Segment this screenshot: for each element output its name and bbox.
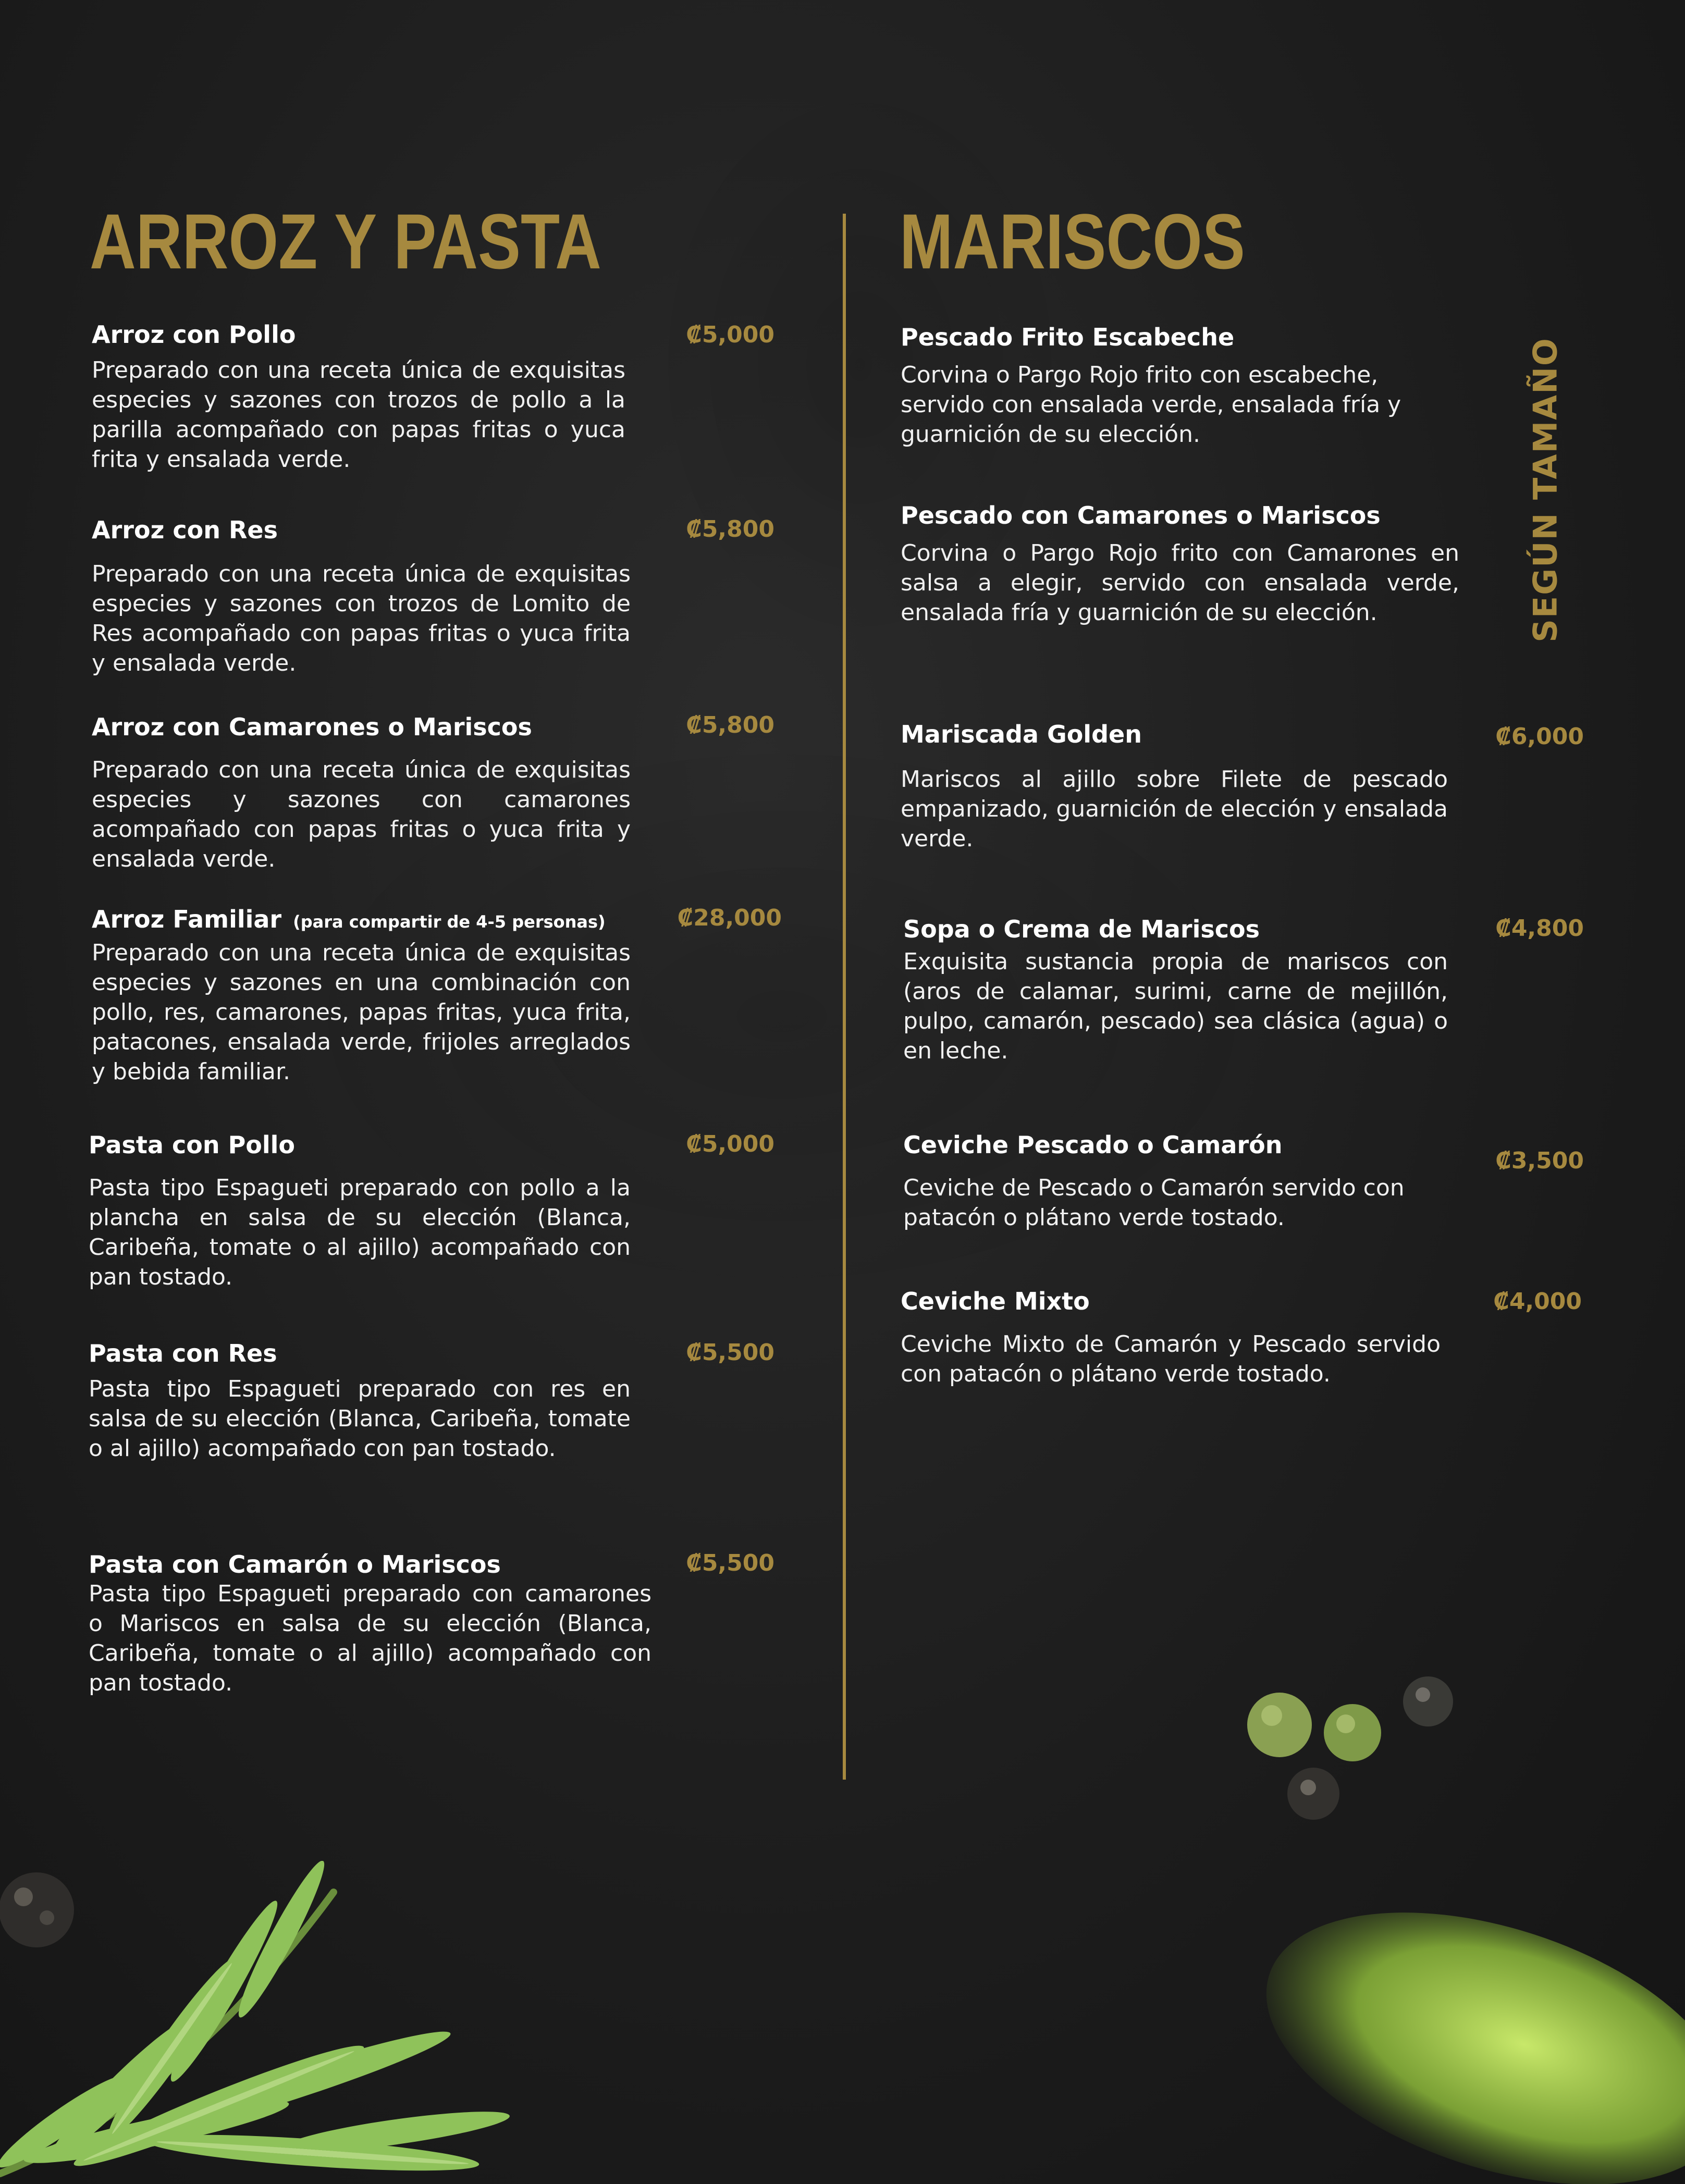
item-description: Corvina o Pargo Rojo frito con Camarones en salsa a elegir, servido con ensalada verde, ensalada fría y guarnición de su elección.: [901, 540, 1459, 626]
item-name: Pasta con Camarón o Mariscos: [89, 1550, 501, 1578]
menu-item-arroz-con-pollo: [92, 320, 625, 474]
menu-item-ceviche-mixto: [901, 1287, 1441, 1389]
item-price: ₡5,500: [686, 1339, 774, 1366]
item-price: ₡4,800: [1495, 915, 1584, 942]
item-description: Preparado con una receta única de exquisitas especies y sazones en una combinación con pollo, res, camarones, papas fritas, yuca frita, patacones, ensalada verde, frijoles arreglados y bebida familiar.: [92, 940, 631, 1085]
item-name: Arroz con Res: [92, 516, 278, 544]
item-price: ₡5,000: [686, 322, 774, 348]
item-name: Pescado Frito Escabeche: [901, 323, 1235, 351]
item-description: Corvina o Pargo Rojo frito con escabeche, servido con ensalada verde, ensalada fría y guarnición de su elección.: [901, 362, 1401, 448]
item-description: Pasta tipo Espagueti preparado con res en salsa de su elección (Blanca, Caribeña, tomate o al ajillo) acompañado con pan tostado.: [89, 1376, 631, 1462]
item-description: Ceviche de Pescado o Camarón servido con patacón o plátano verde tostado.: [903, 1175, 1405, 1231]
item-description: Preparado con una receta única de exquisitas especies y sazones con trozos de pollo a la parilla acompañado con papas fritas o yuca frita y ensalada verde.: [92, 357, 625, 473]
item-description: Mariscos al ajillo sobre Filete de pescado empanizado, guarnición de elección y ensalada verde.: [901, 766, 1448, 853]
item-price: ₡5,000: [686, 1131, 774, 1157]
menu-item-mariscada-golden: [901, 720, 1448, 854]
menu-item-pasta-con-camaron: [89, 1550, 651, 1698]
item-description: Preparado con una receta única de exquisitas especies y sazones con camarones acompañado con papas fritas o yuca frita y ensalada verde.: [92, 757, 631, 873]
item-name-row: [92, 905, 631, 934]
item-price: ₡28,000: [677, 905, 782, 931]
green-leaf-icon: [1206, 1892, 1685, 2184]
item-name: Mariscada Golden: [901, 720, 1142, 748]
size-note: SEGÚN TAMAÑO: [1526, 337, 1565, 643]
item-description: Pasta tipo Espagueti preparado con pollo a la plancha en salsa de su elección (Blanca, Caribeña, tomate o al ajillo) acompañado con pan tostado.: [89, 1175, 631, 1291]
item-serving-note: (para compartir de 4-5 personas): [293, 912, 606, 932]
item-price: ₡4,000: [1493, 1288, 1582, 1315]
menu-item-arroz-con-camarones: [92, 713, 631, 874]
item-description: Pasta tipo Espagueti preparado con camarones o Mariscos en salsa de su elección (Blanca, Caribeña, tomate o al ajillo) acompañado con pan tostado.: [89, 1581, 651, 1697]
item-price: ₡6,000: [1495, 723, 1584, 750]
menu-item-pasta-con-res: [89, 1339, 631, 1463]
item-name: Pescado con Camarones o Mariscos: [901, 501, 1381, 529]
menu-item-pescado-frito: [901, 323, 1443, 449]
item-name: Arroz Familiar: [92, 905, 282, 933]
item-name: Ceviche Pescado o Camarón: [903, 1131, 1283, 1159]
menu-item-sopa-de-mariscos: [903, 915, 1448, 1066]
item-name: Sopa o Crema de Mariscos: [903, 915, 1260, 943]
item-description: Ceviche Mixto de Camarón y Pescado servido con patacón o plátano verde tostado.: [901, 1331, 1441, 1388]
item-price: ₡5,800: [686, 712, 774, 738]
item-description: Exquisita sustancia propia de mariscos con (aros de calamar, surimi, carne de mejillón, pulpo, camarón, pescado) sea clásica (agua) o en leche.: [903, 948, 1448, 1065]
item-name: Pasta con Res: [89, 1339, 277, 1367]
section-title-mariscos: MARISCOS: [900, 198, 1245, 285]
item-name: Arroz con Camarones o Mariscos: [92, 713, 532, 741]
item-price: ₡3,500: [1495, 1147, 1584, 1174]
menu-item-arroz-familiar: [92, 905, 631, 1087]
rosemary-sprig-icon: [0, 1861, 521, 2184]
item-name: Pasta con Pollo: [89, 1131, 296, 1159]
item-name: Ceviche Mixto: [901, 1287, 1090, 1315]
peppercorn-icon: [1235, 1657, 1527, 1845]
item-name: Arroz con Pollo: [92, 320, 296, 349]
item-price: ₡5,800: [686, 516, 774, 542]
item-description: Preparado con una receta única de exquisitas especies y sazones con trozos de Lomito de Res acompañado con papas fritas o yuca frita y ensalada verde.: [92, 561, 631, 677]
menu-item-pasta-con-pollo: [89, 1131, 631, 1292]
menu-item-pescado-con-camarones: [901, 501, 1459, 627]
section-title-arroz-y-pasta: ARROZ Y PASTA: [90, 198, 601, 285]
menu-item-arroz-con-res: [92, 516, 631, 678]
menu-item-ceviche-pescado: [903, 1131, 1450, 1232]
column-divider: [843, 214, 846, 1780]
item-price: ₡5,500: [686, 1550, 774, 1576]
